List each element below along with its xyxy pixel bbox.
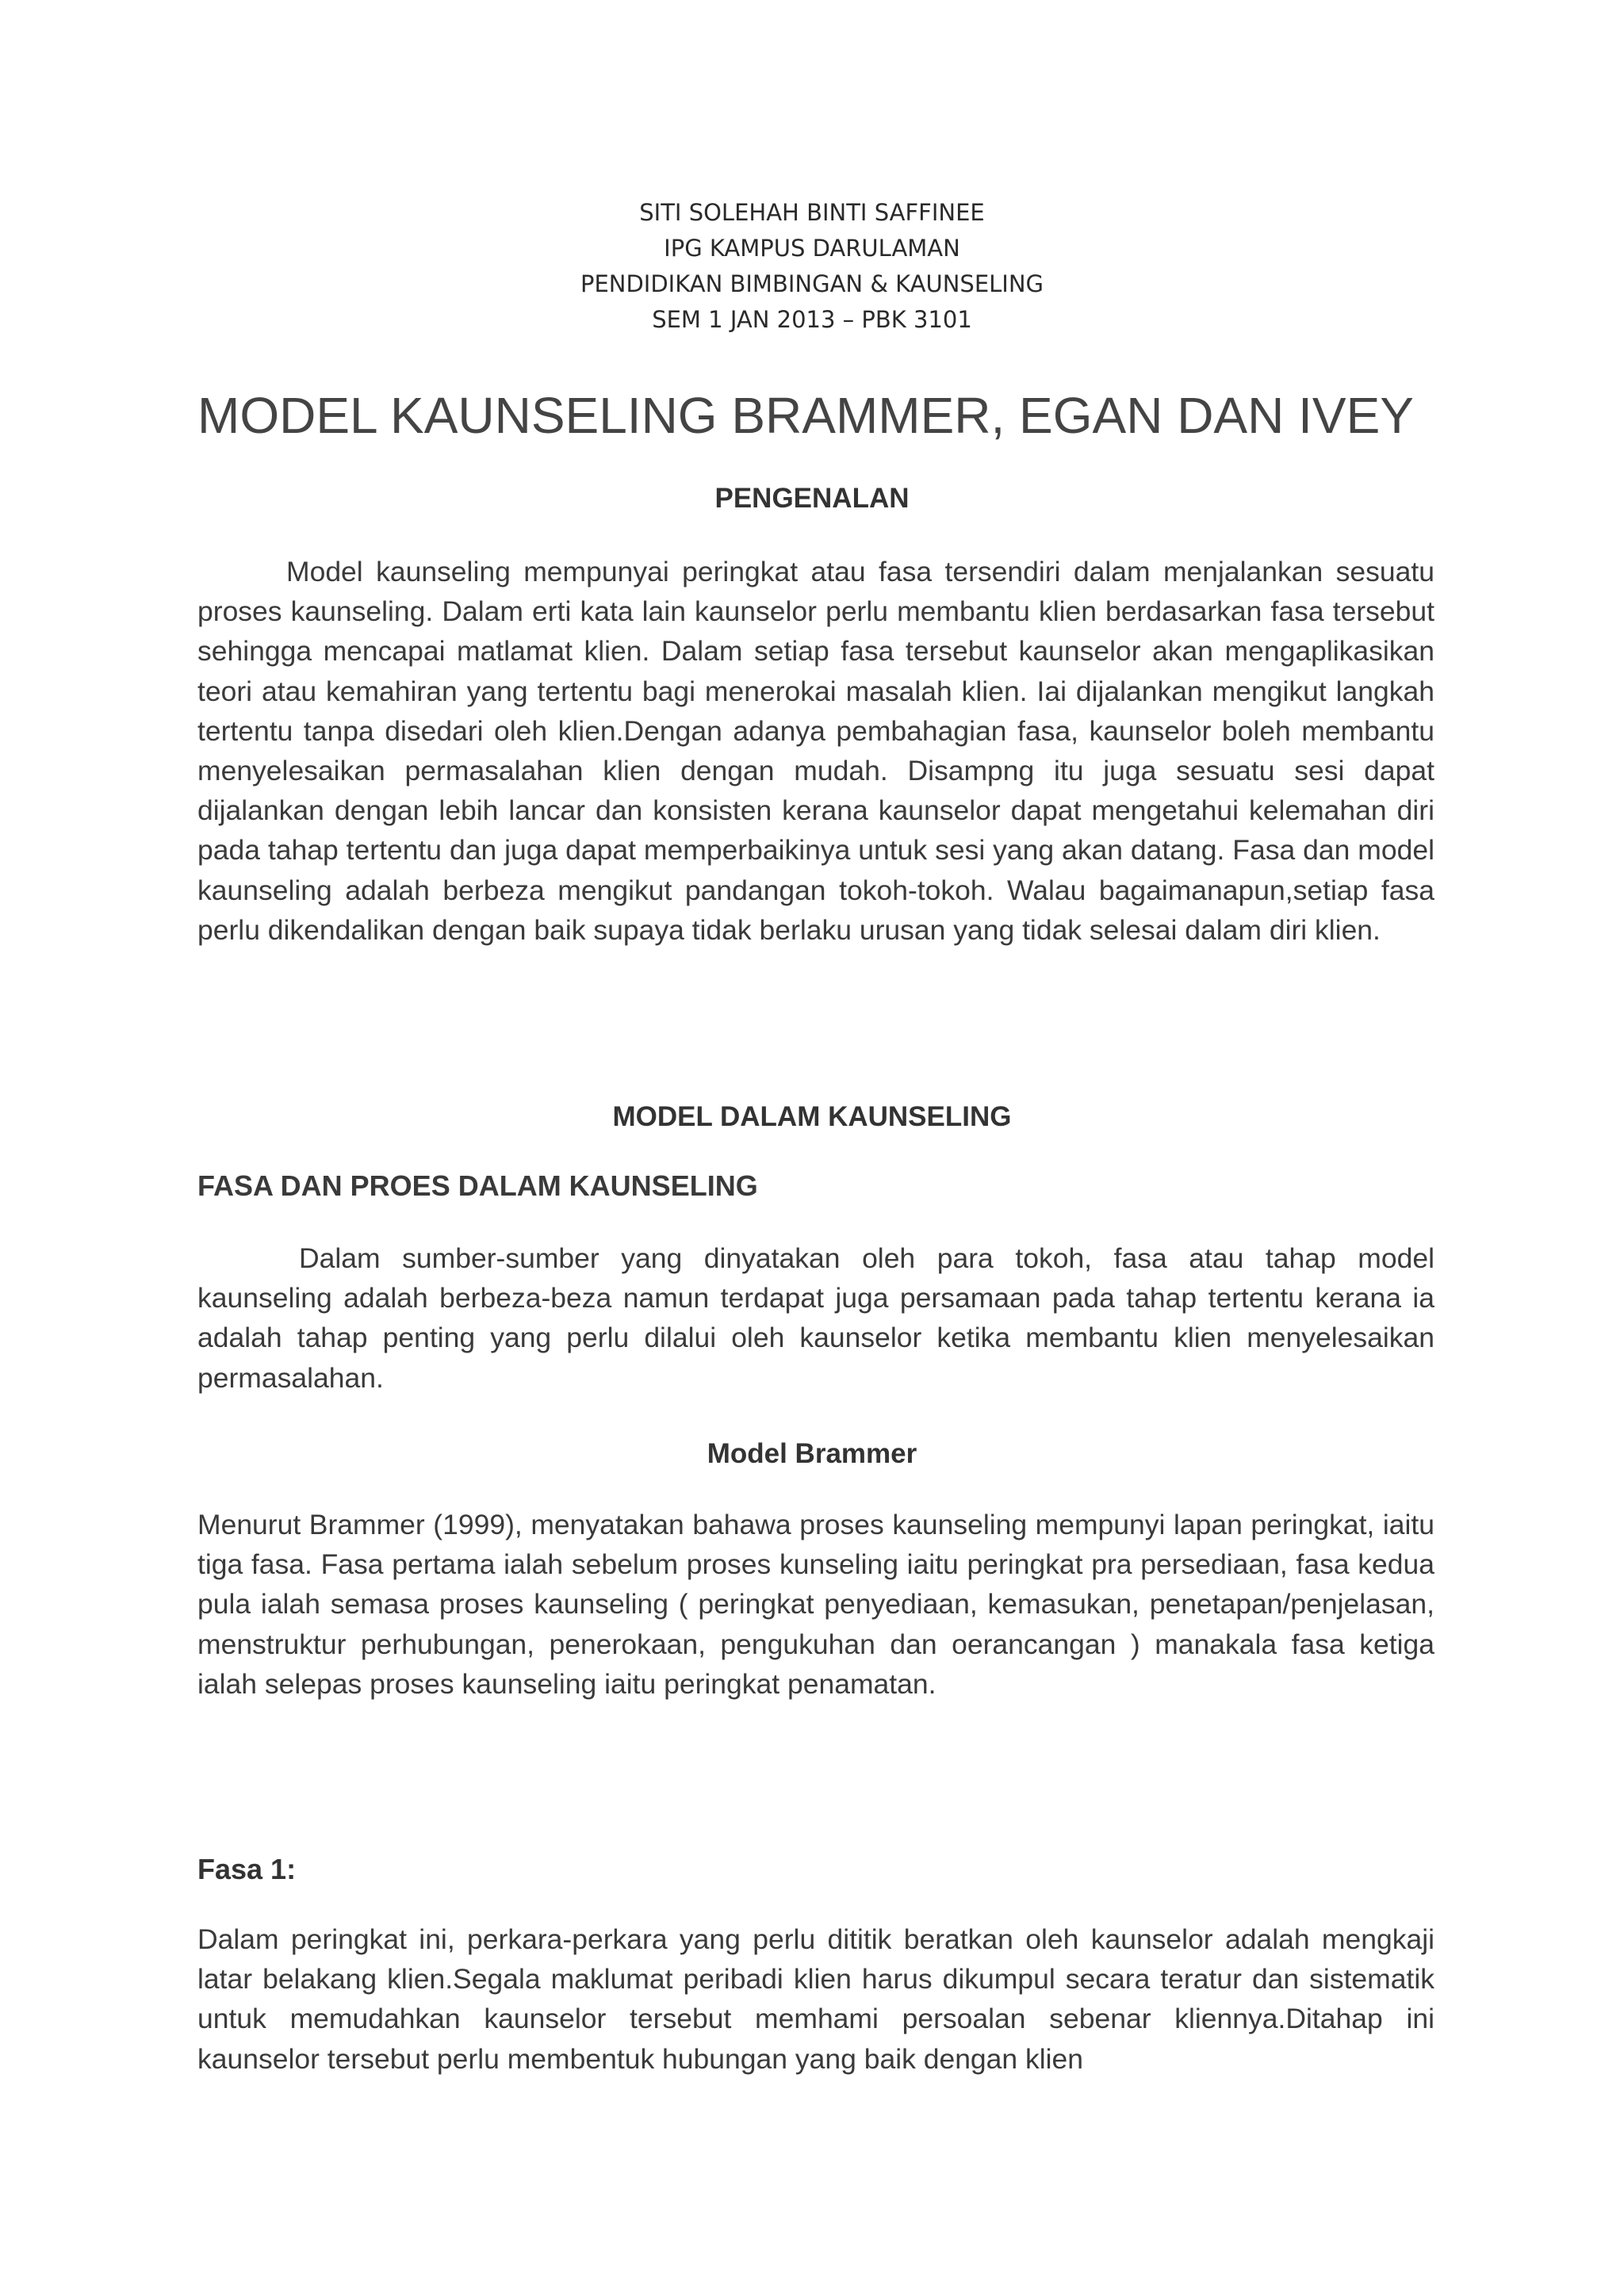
document-title: MODEL KAUNSELING BRAMMER, EGAN DAN IVEY bbox=[197, 387, 1414, 444]
program-name: PENDIDIKAN BIMBINGAN & KAUNSELING bbox=[580, 270, 1044, 297]
pengenalan-paragraph: Model kaunseling mempunyai peringkat atau fasa tersendiri dalam menjalankan sesuatu proses kaunseling. Dalam erti kata lain kaunselor perlu membantu klien berdasarkan fasa tersebut sehingga mencapai matlamat klien. Dalam setiap fasa tersebut kaunselor akan mengaplikasikan teori atau kemahiran yang tertentu bagi menerokai masalah klien. Iai dijalankan mengikut langkah tertentu tanpa disedari oleh klien.Dengan adanya pembahagian fasa, kaunselor boleh membantu menyelesaikan permasalahan klien dengan mudah. Disampng itu juga sesuatu sesi dapat dijalankan dengan lebih lancar dan konsisten kerana kaunselor dapat mengetahui kelemahan diri pada tahap tertentu dan juga dapat memperbaikinya untuk sesi yang akan datang. Fasa dan model kaunseling adalah berbeza mengikut pandangan tokoh-tokoh. Walau bagaimanapun,setiap fasa perlu dikendalikan dengan baik supaya tidak berlaku urusan yang tidak selesai dalam diri klien. bbox=[197, 556, 1434, 946]
model-brammer-paragraph: Menurut Brammer (1999), menyatakan bahawa proses kaunseling mempunyi lapan peringkat, iaitu tiga fasa. Fasa pertama ialah sebelum proses kunseling iaitu peringkat pra persediaan, fasa kedua pula ialah semasa proses kaunseling ( peringkat penyediaan, kemasukan, penetapan/penjelasan, menstruktur perhubungan, penerokaan, pengukuhan dan oerancangan ) manakala fasa ketiga ialah selepas proses kaunseling iaitu peringkat penamatan. bbox=[197, 1509, 1434, 1700]
fasa-proses-subheading: FASA DAN PROES DALAM KAUNSELING bbox=[197, 1169, 758, 1202]
campus-name: IPG KAMPUS DARULAMAN bbox=[664, 235, 960, 262]
model-dalam-kaunseling-heading: MODEL DALAM KAUNSELING bbox=[612, 1101, 1012, 1132]
semester-code: SEM 1 JAN 2013 – PBK 3101 bbox=[652, 306, 972, 333]
author-name: SITI SOLEHAH BINTI SAFFINEE bbox=[639, 199, 985, 226]
author-header bbox=[0, 195, 1624, 338]
fasa-1-paragraph: Dalam peringkat ini, perkara-perkara yang perlu dititik beratkan oleh kaunselor adalah mengkaji latar belakang klien.Segala maklumat peribadi klien harus dikumpul secara teratur dan sistematik untuk memudahkan kaunselor tersebut memhami persoalan sebenar kliennya.Ditahap ini kaunselor tersebut perlu membentuk hubungan yang baik dengan klien bbox=[197, 1923, 1434, 2075]
pengenalan-heading: PENGENALAN bbox=[714, 483, 910, 514]
model-dalam-kaunseling-paragraph: Dalam sumber-sumber yang dinyatakan oleh para tokoh, fasa atau tahap model kaunseling adalah berbeza-beza namun terdapat juga persamaan pada tahap tertentu kerana ia adalah tahap penting yang perlu dilalui oleh kaunselor ketika membantu klien menyelesaikan permasalahan. bbox=[197, 1242, 1434, 1394]
model-brammer-heading: Model Brammer bbox=[707, 1438, 917, 1469]
fasa-1-heading: Fasa 1: bbox=[197, 1853, 297, 1885]
